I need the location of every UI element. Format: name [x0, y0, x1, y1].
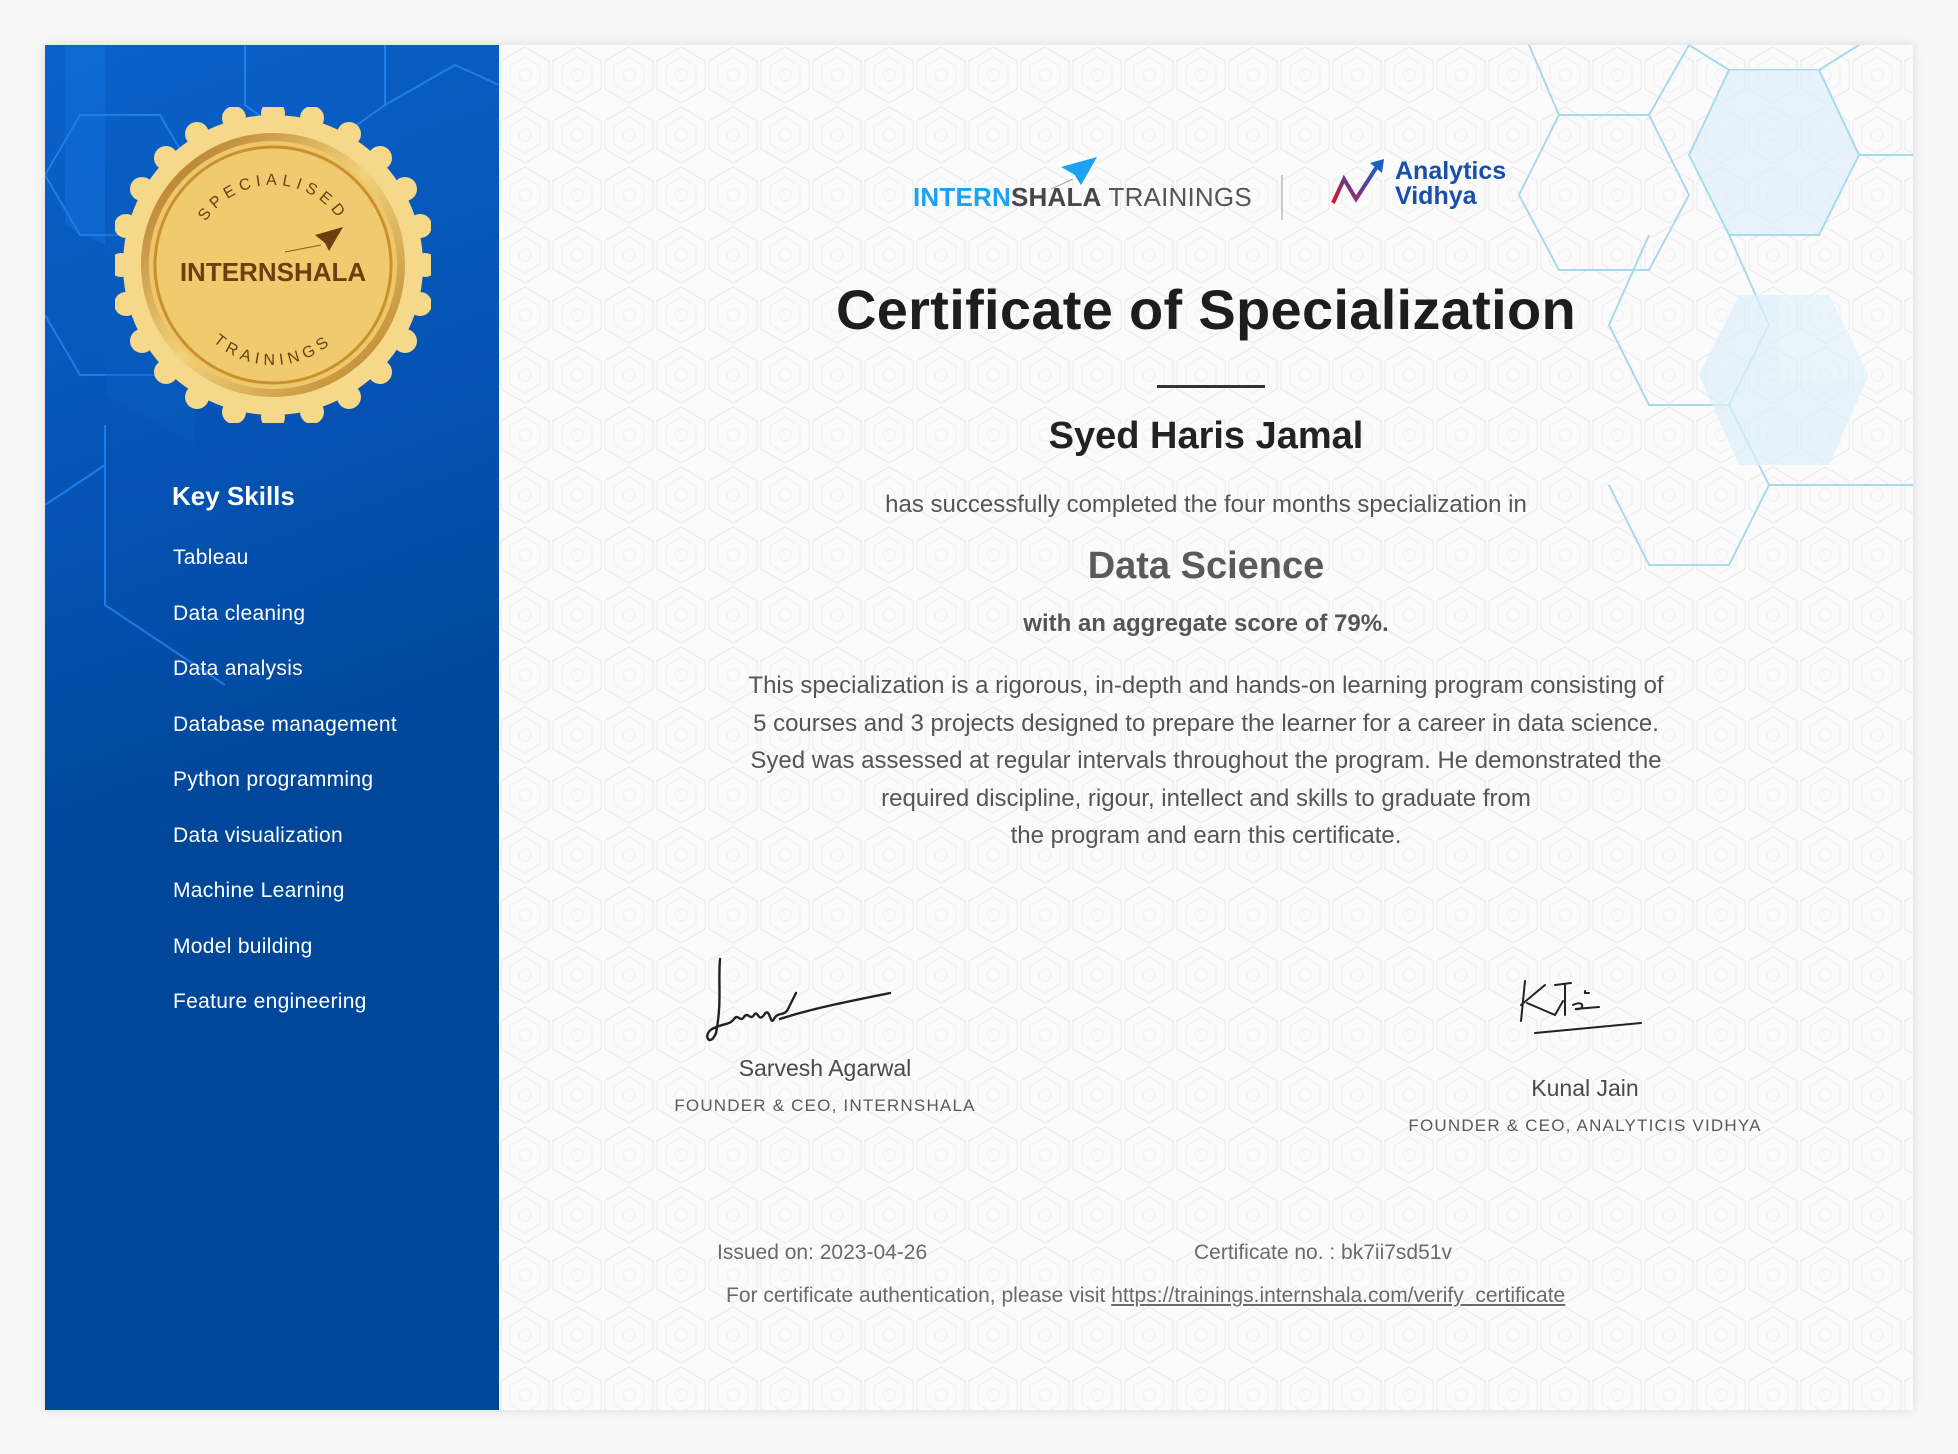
recipient-name: Syed Haris Jamal — [1048, 415, 1364, 457]
skill-item: Database management — [173, 713, 398, 736]
signatory-internshala — [650, 953, 1000, 1116]
skill-item: Model building — [173, 935, 313, 958]
certificate-number: Certificate no. : bk7ii7sd51v — [1194, 1241, 1452, 1264]
key-skills-heading: Key Skills — [172, 481, 295, 511]
logo-divider — [1281, 175, 1283, 220]
sidebar — [45, 45, 499, 1410]
course-name: Data Science — [1087, 545, 1325, 587]
title-divider — [1157, 385, 1265, 388]
skill-item: Data visualization — [173, 824, 343, 847]
signatory-role: FOUNDER & CEO, ANALYTICIS VIDHYA — [1408, 1116, 1762, 1135]
skill-item: Data cleaning — [173, 602, 306, 625]
svg-text:TRAININGS: TRAININGS — [210, 331, 336, 370]
analytics-vidhya-logo: Analytics Vidhya — [1395, 157, 1507, 210]
skill-item: Feature engineering — [173, 990, 367, 1013]
authentication-note: For certificate authentication, please visit https://trainings.internshala.com/verify_certificate — [726, 1284, 1566, 1307]
aggregate-score: with an aggregate score of 79%. — [1023, 610, 1389, 637]
skill-item: Data analysis — [173, 657, 303, 680]
completion-statement: has successfully completed the four months specialization in — [885, 491, 1527, 518]
signatory-analytics-vidhya — [1375, 975, 1795, 1136]
skill-item: Python programming — [173, 768, 374, 791]
signatory-name: Kunal Jain — [1531, 1075, 1639, 1101]
internshala-seal-badge — [115, 107, 431, 423]
certificate-description: This specialization is a rigorous, in-depth and hands-on learning program consisting of 5 courses and 3 projects designed to prepare the learner for a career in data science. Syed was assessed at regular intervals throughout the program. He demonstrated the required discipline, rigour, intellect and skills to graduate from the program and earn this certificate. — [748, 672, 1664, 849]
issued-on-date: Issued on: 2023-04-26 — [717, 1241, 928, 1264]
svg-text:INTERNSHALA: INTERNSHALA — [179, 257, 367, 287]
certificate-title: Certificate of Specialization — [836, 278, 1576, 341]
trend-arrow-icon — [1330, 157, 1388, 207]
verify-certificate-link[interactable]: https://trainings.internshala.com/verify_certificate — [1111, 1284, 1566, 1307]
signature-kunal — [1515, 975, 1675, 1055]
signatory-name: Sarvesh Agarwal — [738, 1055, 912, 1081]
skill-item: Machine Learning — [173, 879, 345, 902]
signatory-role: FOUNDER & CEO, INTERNSHALA — [674, 1096, 976, 1115]
svg-text:SPECIALISED: SPECIALISED — [195, 171, 351, 225]
certificate — [45, 45, 1913, 1410]
signature-sarvesh — [700, 953, 900, 1053]
internshala-trainings-logo: INTERNSHALA TRAININGS — [913, 182, 1252, 212]
skill-item: Tableau — [173, 546, 249, 569]
